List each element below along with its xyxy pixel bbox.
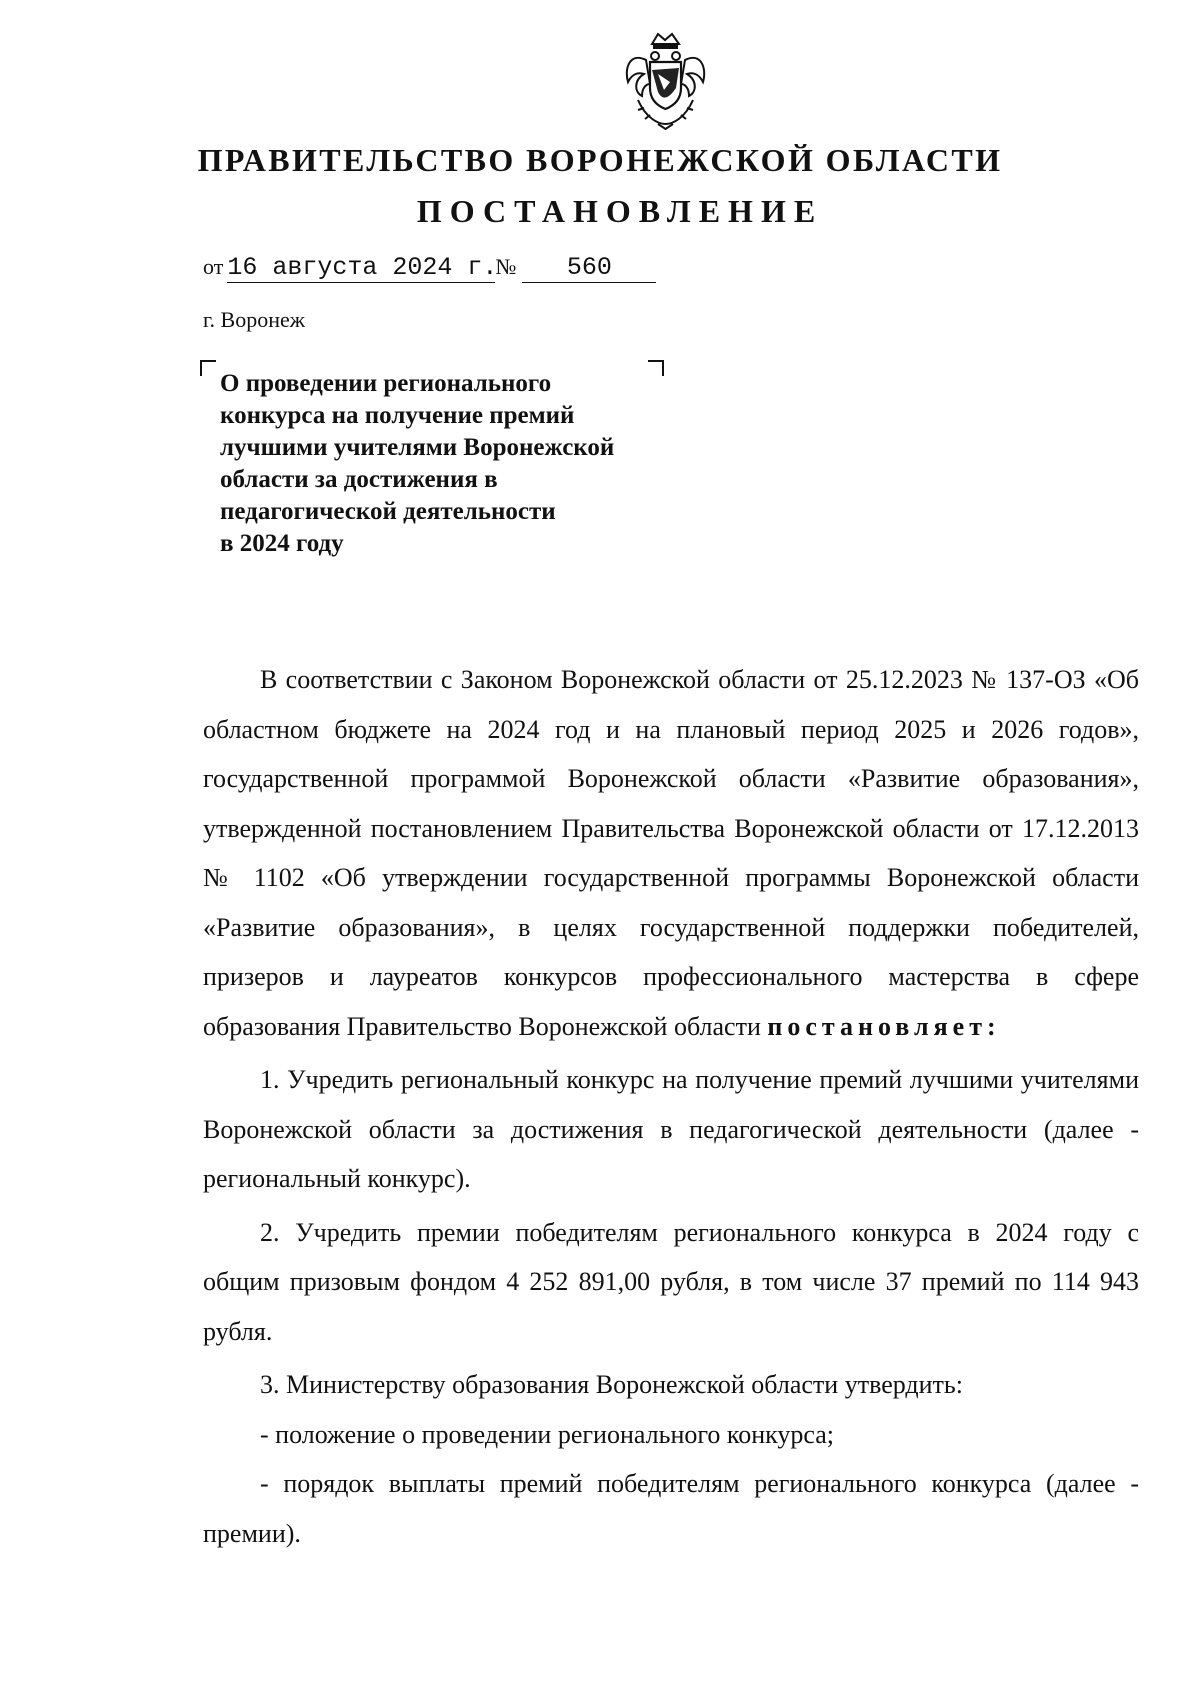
clause-1: 1. Учредить региональный конкурс на получение премий лучшими учителями Воронежской области за достижения в педагогической деятельности (далее - региональный конкурс). xyxy=(203,1065,1139,1193)
clause-3-sub-b: - порядок выплаты премий победителям регионального конкурса (далее - премии). xyxy=(203,1469,1139,1548)
subject-corner-left xyxy=(200,360,216,376)
date-prefix: от xyxy=(203,254,224,279)
document-type: ПОСТАНОВЛЕНИЕ xyxy=(416,193,824,229)
subject-line: лучшими учителями Воронежской xyxy=(220,434,615,461)
document-body xyxy=(203,655,1139,1558)
clause-2: 2. Учредить премии победителям регионального конкурса в 2024 году с общим призовым фондом 4 252 891,00 рубля, в том числе 37 премий по 114 943 рубля. xyxy=(203,1217,1139,1346)
number-prefix: № xyxy=(495,254,517,279)
subject-line: О проведении регионального xyxy=(220,370,552,397)
preamble-text: В соответствии с Законом Воронежской области от 25.12.2023 № 137-ОЗ «Об областном бюджете на 2024 год и на плановый период 2025 и 2026 годов», государственной программой Воронежской области «Развитие образования», утвержденной постановлением Правительства Воронежской области от 17.12.2013 № 1102 «Об утверждении государственной программы Воронежской области «Развитие образования», в целях государственной поддержки победителей, призеров и лауреатов конкурсов профессионального мастерства в сфере образования Правительство Воронежской области xyxy=(203,665,1139,1041)
document-number: 560 xyxy=(522,254,656,283)
decree-word: постановляет: xyxy=(767,1011,1001,1041)
subject-line: в 2024 году xyxy=(220,530,344,557)
city: г. Воронеж xyxy=(203,307,305,332)
clause-3-sub-a: - положение о проведении регионального конкурса; xyxy=(260,1419,835,1449)
document-date: 16 августа 2024 г. xyxy=(227,253,498,282)
government-title: ПРАВИТЕЛЬСТВО ВОРОНЕЖСКОЙ ОБЛАСТИ xyxy=(197,142,1003,178)
date-number-line xyxy=(203,254,656,283)
subject-line: конкурса на получение премий xyxy=(220,402,575,429)
subject-line: педагогической деятельности xyxy=(220,498,556,525)
voronezh-coat-of-arms-icon xyxy=(618,30,713,130)
document-subject xyxy=(220,368,680,560)
clause-3: 3. Министерству образования Воронежской области утвердить: xyxy=(260,1370,963,1399)
subject-line: области за достижения в xyxy=(220,466,498,493)
preamble-paragraph xyxy=(203,655,1139,1051)
